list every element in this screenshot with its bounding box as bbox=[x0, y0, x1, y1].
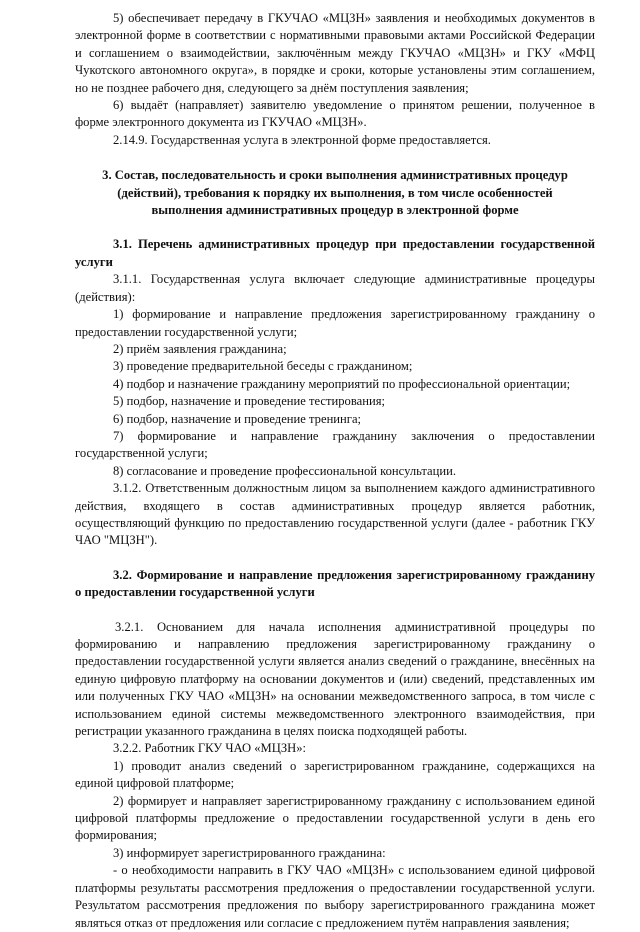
list-item: 6) подбор, назначение и проведение тренинга; bbox=[113, 411, 362, 426]
list-item: 3) информирует зарегистрированного гражданина: bbox=[113, 845, 386, 860]
list-item: 8) согласование и проведение профессиональной консультации. bbox=[113, 463, 456, 478]
paragraph-3-2-2: 3.2.2. Работник ГКУ ЧАО «МЦЗН»: bbox=[113, 741, 307, 756]
paragraph-3-2-1: 3.2.1. Основанием для начала исполнения административной процедуры по формированию и направлению предложения зарегистрированному гражданину о предоставлении государственной услуги является анализ сведений о гражданине, внесённых на единую цифровую платформу на основании документов и (или) сведений, представленных им или полученных ГКУ ЧАО «МЦЗН» на основании межведомственного запроса, в том числе с использованием единой системы межведомственного электронного взаимодействия, при регистрации указанного гражданина в целях поиска подходящей работы. bbox=[75, 619, 595, 739]
section-3-heading: 3. Состав, последовательность и сроки выполнения административных процедур (действий), требования к порядку их выполнения, в том числе особенностей выполнения административных процедур в электронной форме bbox=[102, 168, 568, 218]
section-3-1-heading: 3.1. Перечень административных процедур при предоставлении государственной услуги bbox=[75, 237, 595, 269]
list-item: 2) приём заявления гражданина; bbox=[113, 341, 287, 356]
list-item: 2) формирует и направляет зарегистрированному гражданину с использованием единой цифровой платформы предложение о предоставлении государственной услуги в день его формирования; bbox=[75, 793, 595, 843]
paragraph-2-14-9: 2.14.9. Государственная услуга в электронной форме предоставляется. bbox=[113, 132, 491, 147]
paragraph-3-1-1: 3.1.1. Государственная услуга включает следующие административные процедуры (действия): bbox=[75, 272, 595, 304]
list-item: 5) подбор, назначение и проведение тестирования; bbox=[113, 394, 385, 409]
list-item: 7) формирование и направление гражданину заключения о предоставлении государственной услуги; bbox=[75, 428, 595, 461]
list-item: 4) подбор и назначение гражданину мероприятий по профессиональной ориентации; bbox=[113, 376, 571, 391]
section-3-2-heading: 3.2. Формирование и направление предложения зарегистрированному гражданину о предоставлении государственной услуги bbox=[75, 567, 595, 600]
list-item: 1) формирование и направление предложения зарегистрированному гражданину о предоставлении государственной услуги; bbox=[75, 307, 595, 339]
paragraph-3-1-2: 3.1.2. Ответственным должностным лицом за выполнением каждого административного действия, входящего в состав административных процедур является работник, осуществляющий функцию по предоставлению государственной услуги (далее - работник ГКУ ЧАО "МЦЗН"). bbox=[75, 481, 595, 548]
list-item: 1) проводит анализ сведений о зарегистрированном гражданине, содержащихся на единой цифровой платформе; bbox=[75, 758, 595, 791]
document-page bbox=[75, 10, 595, 932]
paragraph-item-5: 5) обеспечивает передачу в ГКУЧАО «МЦЗН» заявления и необходимых документов в электронной форме в соответствии с нормативными правовыми актами Российской Федерации и соглашением о взаимодействии, заключённым между ГКУЧАО «МЦЗН» и ГКУ «МФЦ Чукотского автономного округа», в порядке и сроки, которые установлены этим соглашением, но не позднее рабочего дня, следующего за днём поступления заявления; bbox=[75, 11, 595, 95]
list-item: - о необходимости направить в ГКУ ЧАО «МЦЗН» с использованием единой цифровой платформы результаты рассмотрения предложения о предоставлении государственной услуги. Результатом рассмотрения предложения по выбору зарегистрированного гражданина может являться отказ от предложения или согласие с предложением путём направления заявления; bbox=[75, 863, 595, 930]
list-item: 3) проведение предварительной беседы с гражданином; bbox=[113, 359, 413, 374]
paragraph-item-6: 6) выдаёт (направляет) заявителю уведомление о принятом решении, полученное в форме электронного документа из ГКУЧАО «МЦЗН». bbox=[75, 98, 595, 130]
